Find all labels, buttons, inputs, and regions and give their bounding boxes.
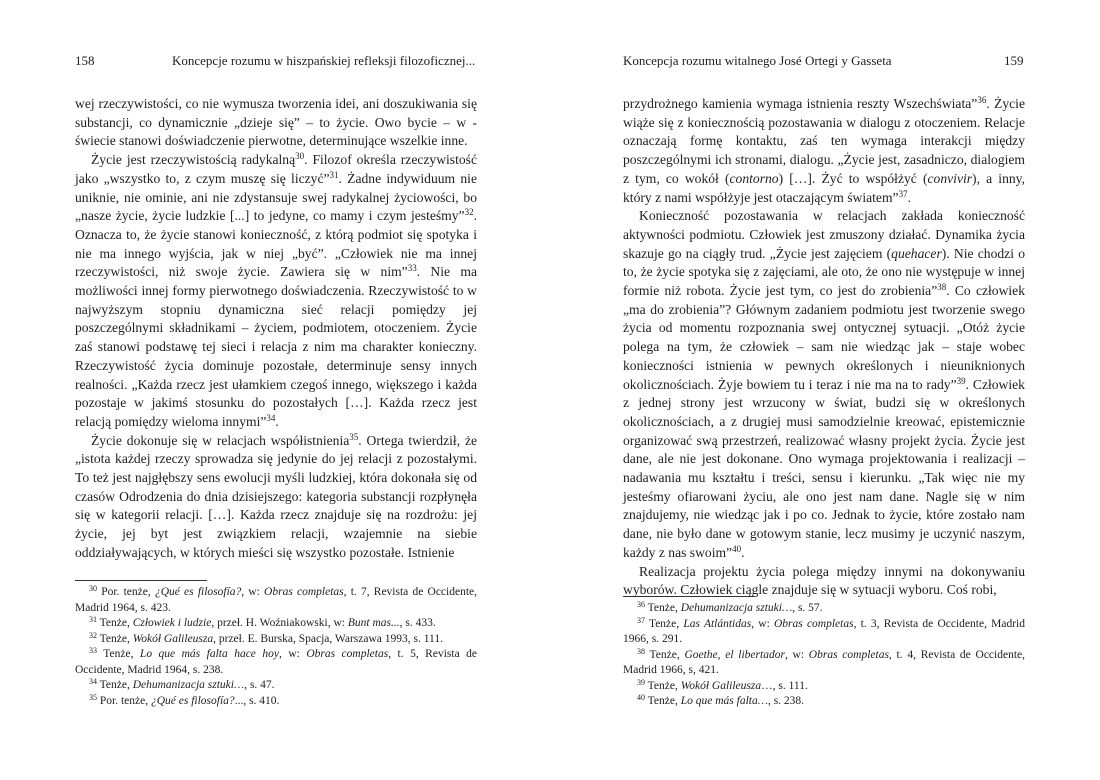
footnote: $^{40}$ Tenże, Lo que más falta…, s. 238. bbox=[637, 693, 805, 707]
paragraph: Konieczność pozostawania w relacjach zakłada konieczność aktywności podmiotu. Człowiek jest zmuszony działać. Dynamika życia skazuje go na ciągły trud. „Życie jest zajęciem (quehacer). Nie chodzi o to, że życie spotyka się z zajęciami, ale oto, że ono nie występuje w innej formie niż robota. Życie jest tym, co jest do zrobienia”$^{38}$. Co człowiek „ma do zrobienia”? Głównym zadaniem podmiotu jest tworzenie swego życia od momentu rozpoznania swej ontycznej sytuacji. „Otóż życie polega na tym, że człowiek – sam nie wiedząc jak – staje wobec konieczności istnienia w pewnych określonych i nieuniknionych okolicznościach. Żyje bowiem tu i teraz i nie ma na to rady”$^{39}$. Człowiek z jednej strony jest wrzucony w świat, budzi się w określonych okolicznościach, a z drugiej musi samodzielnie kreować, epistemicznie organizować swą przestrzeń, realizować własny projekt życia. Życie jest dane, ale nie jest dokonane. Ono wymaga projektowania i realizacji – nadawania mu kształtu i treści, sensu i kierunku. „Tak więc nie my jesteśmy ofiarowani życiu, ale ono jest nam dane. Nagle się w nim znajdujemy, nie wiedząc jak i po co. Jednak to życie, które zostało nam dane, nie było dane w gotowym stanie, lecz musimy je uczynić naszym, każdy z nas swoim”$^{40}$. bbox=[623, 208, 1026, 560]
right-page bbox=[550, 0, 1100, 780]
footnote: $^{30}$ Por. tenże, ¿Qué es filosofía?, w: Obras completas, t. 7, Revista de Occidente, Madrid 1964, s. 423. bbox=[75, 584, 477, 614]
paragraph: wej rzeczywistości, co nie wymusza tworzenia idei, ani doszukiwania się substancji, co dynamicznie „dzieje się” – to życie. Owo bycie – w - świecie stanowi doświadczenie pierwotne, determinujące wszelkie inne. bbox=[75, 96, 477, 149]
footnote: $^{39}$ Tenże, Wokół Galileusza…, s. 111. bbox=[637, 677, 808, 692]
footnote-number: 33 bbox=[89, 646, 97, 655]
footnote-ref: 37 bbox=[898, 188, 908, 199]
footnote-ref: 38 bbox=[937, 282, 947, 293]
footnote-number: 40 bbox=[637, 693, 645, 702]
paragraph: Życie jest rzeczywistością radykalną$^{30}$. Filozof określa rzeczywistość jako „wszystko to, z czym muszę się liczyć”$^{31}$. Żadne indywiduum nie uniknie, nie ominie, ani nie zdystansuje swej radykalnej życiowości, bo „nasze życie, życie ludzkie [...] to jedyne, co mamy i czym jesteśmy”$^{32}$. Oznacza to, że życie stanowi konieczność, z którą podmiot się spotyka i nie ma innego wyjścia, jak w niej „być”. „Człowiek nie ma innej rzeczywistości, niż swoje życie. Zawiera się w nim”$^{33}$. Nie ma możliwości innej formy pierwotnego doświadczenia. Rzeczywistość to w najwyższym stopniu dynamiczna sieć relacji pomiędzy jej poszczególnymi składnikami – życiem, podmiotem, otoczeniem. Życie zaś stanowi podstawę tej sieci i relacja z nim ma charakter konieczny. Rzeczywistość życia dominuje pozostałe, determinuje sensy innych realności. „Każda rzecz jest ułamkiem czegoś innego, większego i każda pozostaje w jakimś stosunku do pozostałych […]. Każda rzecz jest relacją pomiędzy wieloma innymi”$^{34}$. bbox=[75, 151, 477, 429]
left-running-title: Koncepcje rozumu w hiszpańskiej refleksji filozoficznej... bbox=[172, 53, 476, 68]
left-footnotes bbox=[75, 585, 477, 709]
paragraph: przydrożnego kamienia wymaga istnienia reszty Wszechświata”$^{36}$. Życie wiąże się z koniecznością pozostawania w dialogu z otoczeniem. Relacje oznaczają formę kontaktu, zaś ten wymaga interakcji między poszczególnymi ich stronami, dialogu. „Życie jest, zasadniczo, dialogiem z tym, co wokół (contorno) […]. Żyć to współżyć (convivir), a inny, który z nami współżyje jest otaczającym światem”$^{37}$. bbox=[623, 95, 1025, 205]
footnote-ref: 34 bbox=[266, 412, 276, 423]
footnote: $^{32}$ Tenże, Wokół Galileusza, przeł. E. Burska, Spacja, Warszawa 1993, s. 111. bbox=[89, 630, 443, 645]
footnote-number: 31 bbox=[89, 615, 97, 624]
left-body-text bbox=[75, 95, 477, 563]
footnote-number: 37 bbox=[637, 615, 645, 625]
footnote-number: 36 bbox=[637, 600, 645, 609]
footnote-number: 30 bbox=[89, 584, 97, 593]
footnote-number: 34 bbox=[89, 677, 97, 686]
footnote-number: 38 bbox=[637, 646, 645, 656]
footnote: $^{38}$ Tenże, Goethe, el libertador, w: Obras completas, t. 4, Revista de Occidente, Madrid 1966, s, 421. bbox=[623, 646, 1026, 676]
footnote-ref: 36 bbox=[977, 95, 987, 105]
left-page-number: 158 bbox=[75, 53, 95, 68]
right-running-title: Koncepcja rozumu witalnego José Ortegi y Gasseta bbox=[623, 53, 892, 68]
footnote-ref: 39 bbox=[956, 375, 966, 386]
footnote-ref: 40 bbox=[732, 543, 742, 554]
left-footnote-rule bbox=[75, 580, 207, 581]
footnote-ref: 30 bbox=[295, 151, 305, 162]
footnote: $^{35}$ Por. tenże, ¿Qué es filosofía?..., s. 410. bbox=[89, 692, 280, 707]
footnote: $^{36}$ Tenże, Dehumanizacja sztuki…, s. 57. bbox=[637, 600, 823, 614]
paragraph: Realizacja projektu życia polega między innymi na dokonywaniu wyborów. Człowiek ciągle znajduje się w sytuacji wyboru. Coś robi, bbox=[623, 563, 1025, 598]
right-footnotes bbox=[623, 601, 1025, 710]
footnote-number: 32 bbox=[89, 630, 97, 640]
footnote: $^{31}$ Tenże, Człowiek i ludzie, przeł. H. Woźniakowski, w: Bunt mas..., s. 433. bbox=[89, 615, 436, 629]
footnote-ref: 31 bbox=[329, 169, 339, 180]
footnote-number: 39 bbox=[637, 677, 645, 687]
footnote: $^{34}$ Tenże, Dehumanizacja sztuki…, s. 47. bbox=[89, 677, 275, 691]
footnote: $^{37}$ Tenże, Las Atlántidas, w: Obras completas, t. 3, Revista de Occidente, Madrid 1966, s. 291. bbox=[623, 615, 1025, 645]
paragraph: Życie dokonuje się w relacjach współistnienia$^{35}$. Ortega twierdził, że „istota każdej rzeczy sprowadza się jedynie do jej relacji z pozostałymi. To też jest najgłębszy sens ewolucji myśli ludzkiej, która dokonała się od czasów Odrodzenia do dnia dzisiejszego: kategoria substancji rozpłynęła się w kategorii relacji. […]. Każda rzecz znajduje się na rozdrożu: jej życie, jej byt jest związkiem relacji, wzajemnie na siebie oddziaływających, w których mieści się wszystko pozostałe. Istnienie bbox=[75, 431, 478, 560]
right-footnote-rule bbox=[623, 596, 755, 597]
footnote: $^{33}$ Tenże, Lo que más falta hace hoy, w: Obras completas, t. 5, Revista de Occidente, Madrid 1964, s. 238. bbox=[75, 646, 478, 676]
footnote-ref: 33 bbox=[407, 263, 417, 274]
right-page-number: 159 bbox=[1004, 53, 1024, 68]
footnote-ref: 35 bbox=[349, 431, 359, 442]
right-body-text bbox=[623, 95, 1025, 600]
footnote-number: 35 bbox=[89, 692, 97, 702]
footnote-ref: 32 bbox=[464, 207, 474, 218]
